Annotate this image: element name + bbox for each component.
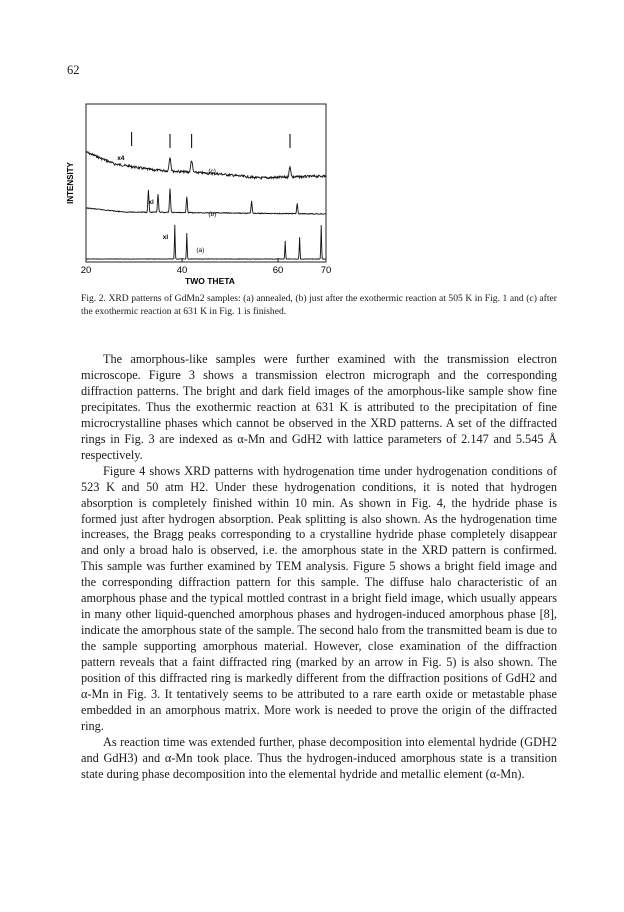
xrd-trace-b [86, 189, 326, 215]
plot-frame [86, 104, 326, 262]
paragraph-2: Figure 4 shows XRD patterns with hydrogenation time under hydrogenation conditions of 523 K and 50 atm H2. Under these hydrogenation conditions, it is noted that hydrogen absorption is completely finished within 10 min. As shown in Fig. 4, the hydride phase is formed just after hydrogen absorption. Peak splitting is also shown. As the hydrogenation time increases, the Bragg peaks corresponding to a crystalline hydride phase completely disappear and only a broad halo is observed, i.e. the amorphous state in the XRD pattern is confirmed. This sample was further examined by TEM analysis. Figure 5 shows a bright field image and the corresponding diffraction pattern for this sample. The diffuse halo characteristic of an amorphous phase and the typical mottled contrast in a bright field image, which usually appears in many other liquid-quenched amorphous phases and hydrogen-induced amorphous phase [8], indicate the amorphous state of the sample. The second halo from the transmitted beam is due to the sample supporting amorphous material. However, close examination of the diffraction pattern reveals that a faint diffracted ring (marked by an arrow in Fig. 5) is also shown. The position of this diffracted ring is markedly different from the diffraction positions of GdH2 and α-Mn in Fig. 3. It tentatively seems to be attributed to a rare earth oxide or metastable phase embedded in an amorphous matrix. More work is needed to prove the origin of the diffracted ring. [81, 463, 557, 733]
trace-scale-label: xl [162, 234, 169, 241]
trace-scale-label: x4 [117, 155, 125, 162]
x-axis-label: TWO THETA [185, 276, 235, 286]
x-tick-label: 60 [272, 265, 284, 276]
trace-label: (a) [196, 247, 205, 254]
x-tick-label: 70 [320, 265, 332, 276]
trace-scale-label: xl [148, 199, 154, 206]
x-tick-label: 20 [80, 265, 92, 276]
trace-label: (c) [208, 168, 216, 175]
body-text [81, 352, 557, 783]
y-axis-label: INTENSITY [66, 162, 75, 204]
x-tick-label: 40 [176, 265, 188, 276]
xrd-figure [60, 100, 350, 290]
page-number: 62 [67, 63, 80, 77]
paragraph-1: The amorphous-like samples were further examined with the transmission electron microscope. Figure 3 shows a transmission electron micrograph and the corresponding diffraction patterns. The bright and dark field images of the amorphous-like sample show fine precipitates. Thus the exothermic reaction at 631 K is attributed to the precipitation of fine microcrystalline phases which cannot be observed in the XRD patterns. A set of the diffracted rings in Fig. 3 are indexed as α-Mn and GdH2 with lattice parameters of 2.147 and 5.545 Å respectively. [81, 352, 557, 462]
paragraph-3: As reaction time was extended further, phase decomposition into elemental hydride (GDH2 and GdH3) and α-Mn took place. Thus the hydrogen-induced amorphous state is a transition state during phase decomposition into the elemental hydride and metallic element (α-Mn). [81, 734, 557, 781]
xrd-trace-a [86, 225, 326, 259]
figure-caption: Fig. 2. XRD patterns of GdMn2 samples: (a) annealed, (b) just after the exothermic reaction at 505 K in Fig. 1 and (c) after the exothermic reaction at 631 K in Fig. 1 is finished. [81, 293, 557, 317]
xrd-chart [60, 100, 350, 290]
trace-label: (b) [208, 211, 217, 218]
